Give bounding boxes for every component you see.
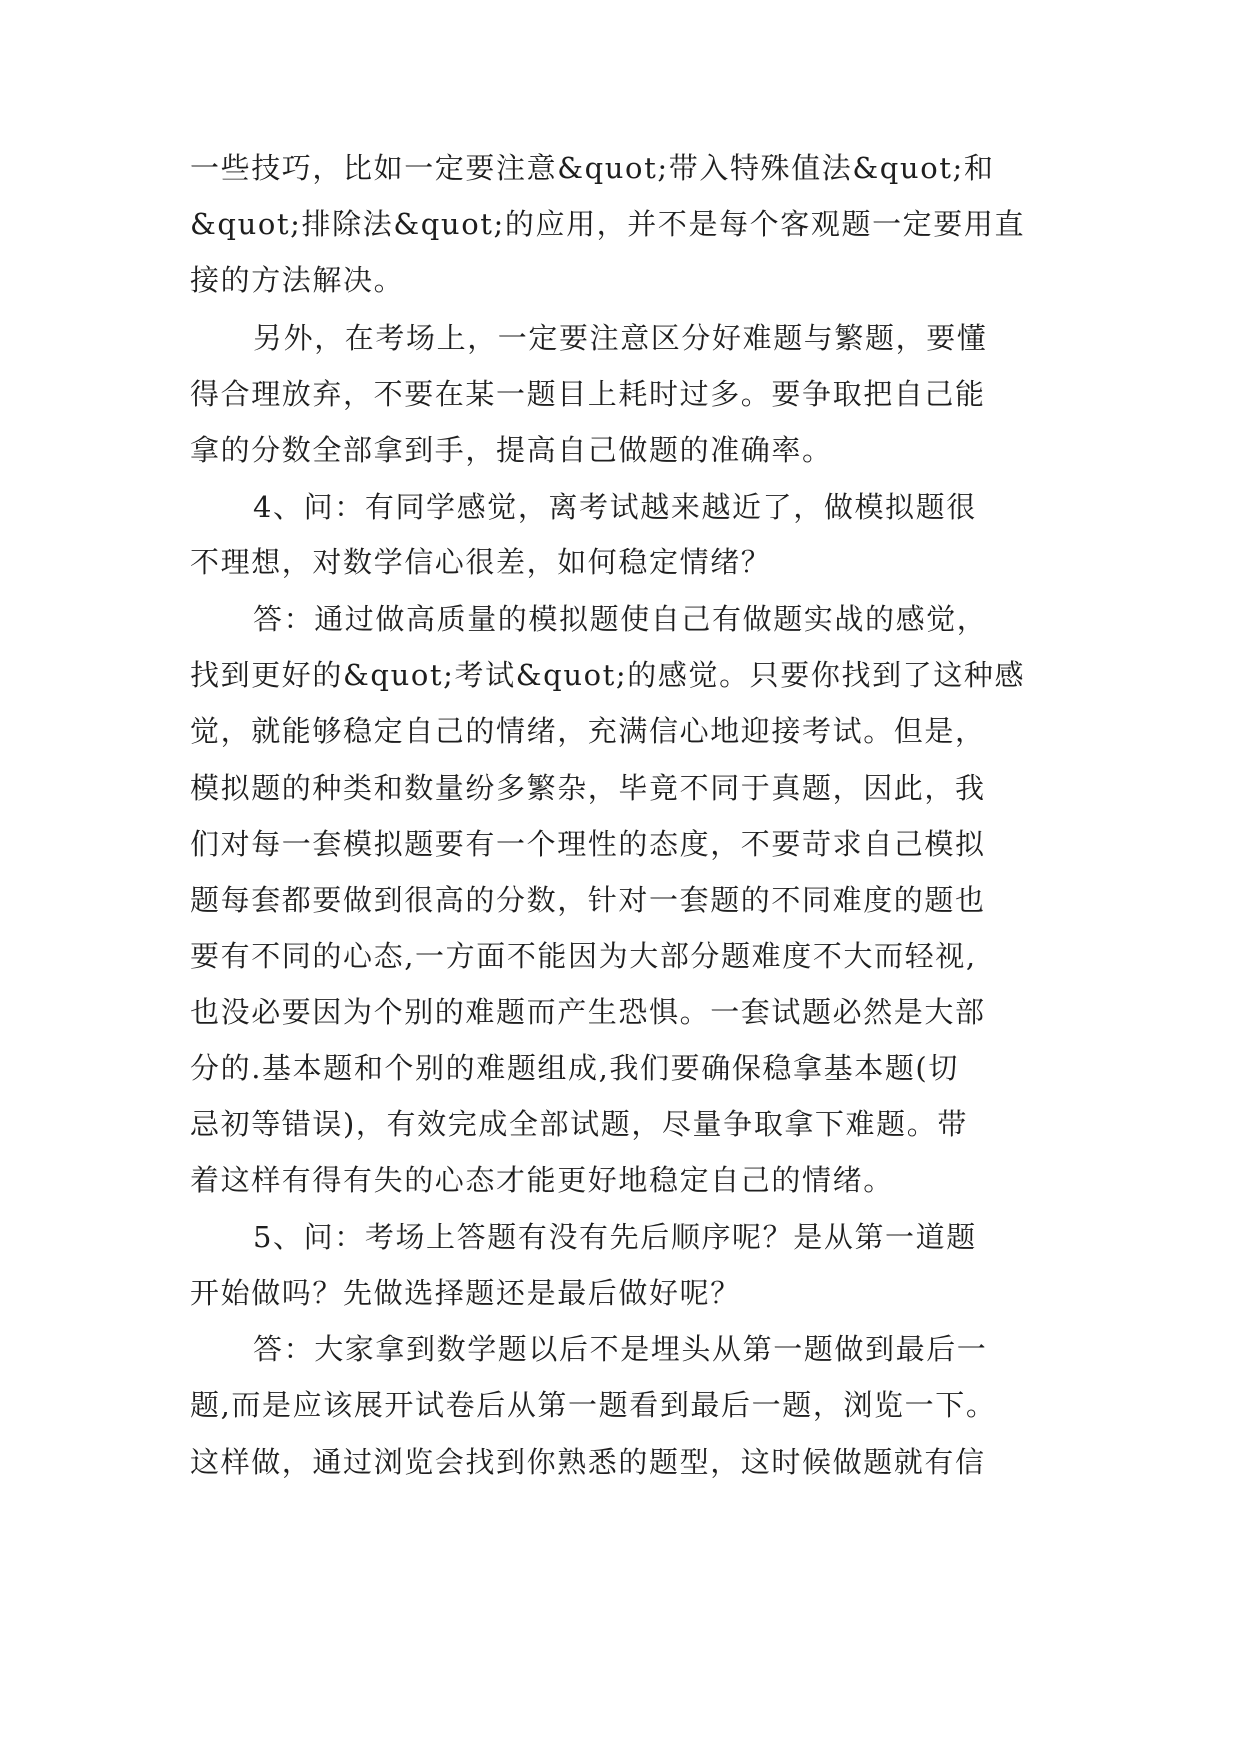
text-line: 得合理放弃，不要在某一题目上耗时过多。要争取把自己能 [190, 377, 986, 411]
answer-5-first-line: 答：大家拿到数学题以后不是埋头从第一题做到最后一 [253, 1332, 988, 1366]
text-line: 分的.基本题和个别的难题组成,我们要确保稳拿基本题(切 [190, 1051, 959, 1085]
text-line: 们对每一套模拟题要有一个理性的态度，不要苛求自己模拟 [190, 827, 986, 861]
text-line: 接的方法解决。 [190, 263, 405, 297]
question-4-heading: 4、问：有同学感觉，离考试越来越近了，做模拟题很 [253, 490, 977, 524]
text-line: 题每套都要做到很高的分数，针对一套题的不同难度的题也 [190, 883, 986, 917]
text-line: 这样做，通过浏览会找到你熟悉的题型，这时候做题就有信 [190, 1445, 986, 1479]
text-line: 拿的分数全部拿到手，提高自己做题的准确率。 [190, 433, 833, 467]
text-line: 找到更好的&quot;考试&quot;的感觉。只要你找到了这种感 [190, 658, 1026, 692]
text-line: 一些技巧，比如一定要注意&quot;带入特殊值法&quot;和 [190, 151, 995, 185]
text-line: 也没必要因为个别的难题而产生恐惧。一套试题必然是大部 [190, 995, 986, 1029]
text-line: &quot;排除法&quot;的应用，并不是每个客观题一定要用直 [190, 207, 1026, 241]
answer-4-first-line: 答：通过做高质量的模拟题使自己有做题实战的感觉， [253, 602, 988, 636]
text-line: 觉，就能够稳定自己的情绪，充满信心地迎接考试。但是， [190, 714, 986, 748]
question-5-heading: 5、问：考场上答题有没有先后顺序呢？是从第一道题 [253, 1220, 977, 1254]
text-line: 模拟题的种类和数量纷多繁杂，毕竟不同于真题，因此，我 [190, 771, 986, 805]
text-line: 要有不同的心态,一方面不能因为大部分题难度不大而轻视, [190, 939, 977, 973]
text-line: 着这样有得有失的心态才能更好地稳定自己的情绪。 [190, 1163, 894, 1197]
text-line: 忌初等错误)，有效完成全部试题，尽量争取拿下难题。带 [190, 1107, 968, 1141]
text-line: 题,而是应该展开试卷后从第一题看到最后一题，浏览一下。 [190, 1388, 997, 1422]
paragraph-first-line: 另外，在考场上，一定要注意区分好难题与繁题，要懂 [253, 321, 988, 355]
text-line: 不理想，对数学信心很差，如何稳定情绪？ [190, 545, 772, 579]
text-line: 开始做吗？先做选择题还是最后做好呢？ [190, 1276, 741, 1310]
